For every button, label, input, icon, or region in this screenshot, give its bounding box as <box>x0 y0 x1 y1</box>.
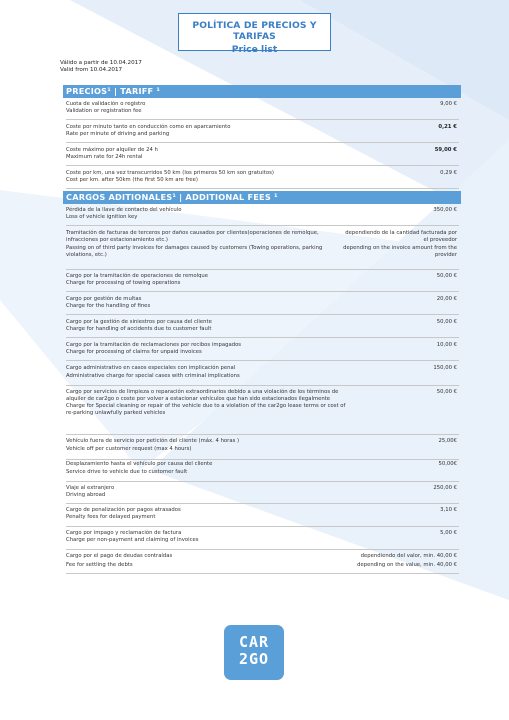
validity-note <box>60 60 142 74</box>
row-value: 50,00 € <box>436 319 457 325</box>
row-label-en: Charge for handling of accidents due to customer fault <box>66 326 212 332</box>
row-value: 59,00 € <box>434 147 457 153</box>
fees-section-header: CARGOS ADITIONALES¹ | ADDITIONAL FEES ¹ <box>63 191 461 204</box>
row-label-en: Administrative charge for special cases with criminal implications <box>66 373 240 379</box>
row-value: 3,10 € <box>440 507 457 513</box>
row-label-es: Vehículo fuera de servicio por petición del cliente (máx. 4 horas ) <box>66 438 240 444</box>
row-value: dependiendo del valor, min. 40,00 € <box>360 553 457 559</box>
row-label-es: Pérdida de la llave de contacto del vehículo <box>66 207 182 213</box>
table-row <box>66 484 459 504</box>
table-row <box>66 123 459 143</box>
row-label-en: Rate per minute of driving and parking <box>66 131 170 137</box>
table-row <box>66 506 459 527</box>
row-value: 50,00 € <box>436 273 457 279</box>
row-label-es: Cargo por el pago de deudas contraídas <box>66 553 173 559</box>
row-value: 350,00 € <box>433 207 457 213</box>
table-row <box>66 529 459 550</box>
valid-from-es: Válido a partir de 10.04.2017 <box>60 60 142 66</box>
logo-line-2: 2GO <box>238 650 270 668</box>
row-value: 50,00 € <box>436 389 457 395</box>
table-row <box>66 437 459 460</box>
table-row <box>66 460 459 482</box>
row-label-en: Cost per km. after 50km (the first 50 km are free) <box>66 177 198 183</box>
row-label-es: Cargo por gestión de multas <box>66 296 142 302</box>
table-row <box>66 100 459 120</box>
row-label-en: Penalty fees for delayed payment <box>66 514 156 520</box>
title-box <box>178 13 331 55</box>
table-row <box>66 552 459 574</box>
row-value: 9,00 € <box>440 101 457 107</box>
table-row <box>66 318 459 338</box>
valid-from-en: Valid from 10.04.2017 <box>60 67 123 73</box>
row-label-en: Charge for processing of towing operations <box>66 280 181 286</box>
row-label-en: Maximum rate for 24h rental <box>66 154 143 160</box>
row-value: 0,21 € <box>438 124 457 130</box>
row-value: 5,00 € <box>440 530 457 536</box>
row-label-es: Coste por minuto tanto en conducción como en aparcamiento <box>66 124 231 130</box>
table-row <box>66 229 459 270</box>
row-label-en: Fee for settling the debts <box>66 562 133 568</box>
row-value: 0,29 € <box>440 170 457 176</box>
row-value: 20,00 € <box>436 296 457 302</box>
row-value: 10,00 € <box>436 342 457 348</box>
row-label-en: Passing on of third party invoices for damages caused by customers (Towing operations, parking violations, etc.) <box>66 245 323 258</box>
row-label-es: Cargo administrativo en casos especiales con implicación penal <box>66 365 236 371</box>
row-value-en: depending on the value, min. 40,00 € <box>357 562 457 568</box>
row-label-es: Cargo por la tramitación de operaciones de remolque <box>66 273 209 279</box>
prices-section-header: PRECIOS¹ | TARIFF ¹ <box>63 85 461 98</box>
row-label-en: Loss of vehicle ignition key <box>66 214 138 220</box>
title-spanish: POLÍTICA DE PRECIOS Y TARIFAS <box>192 20 317 42</box>
row-label-en: Charge for Special cleaning or repair of the vehicle due to a violation of the car2go lease terms or cost of re-parking unlawfully parked vehicles <box>66 403 346 416</box>
row-label-en: Service drive to vehicle due to customer fault <box>66 469 188 475</box>
row-label-es: Cargo por servicios de limpieza o reparación extraordinarios debido a una violación de los términos de alquiler de car2go o coste por volver a estacionar vehículos que han sido estacionados ilegalmente <box>66 389 339 402</box>
row-label-es: Cargo por la gestión de siniestros por causa del cliente <box>66 319 212 325</box>
row-label-es: Tramitación de facturas de terceros por daños causados por clientes(operaciones de remolque, infracciones por estacionamiento etc.) <box>66 230 319 243</box>
row-label-es: Cargo por impago y reclamación de factura <box>66 530 182 536</box>
table-row <box>66 388 459 435</box>
table-row <box>66 295 459 315</box>
row-value: 25,00€ <box>438 438 457 444</box>
row-label-en: Charge per non-payment and claiming of invoices <box>66 537 199 543</box>
row-label-en: Charge for the handling of fines <box>66 303 151 309</box>
row-label-en: Vehicle off per customer request (max 4 hours) <box>66 446 192 452</box>
row-value: 50,00€ <box>438 461 457 467</box>
table-row <box>66 364 459 386</box>
row-value: dependiendo de la cantidad facturada por el proveedor <box>345 230 457 243</box>
table-row <box>66 169 459 189</box>
table-row <box>66 146 459 166</box>
row-label-es: Desplazamiento hasta el vehículo por causa del cliente <box>66 461 213 467</box>
row-label-es: Cargo de penalización por pagos atrasados <box>66 507 181 513</box>
row-value: 250,00 € <box>433 485 457 491</box>
row-label-en: Validation or registration fee <box>66 108 142 114</box>
row-label-es: Viaje al extranjero <box>66 485 115 491</box>
row-value: 150,00 € <box>433 365 457 371</box>
row-label-es: Cargo por la tramitación de reclamaciones por recibos impagados <box>66 342 242 348</box>
row-label-es: Coste por km, una vez transcurridos 50 km (los primeros 50 km son gratuitos) <box>66 170 274 176</box>
table-row <box>66 341 459 361</box>
row-label-en: Driving abroad <box>66 492 106 498</box>
row-label-es: Coste máximo por alquiler de 24 h <box>66 147 158 153</box>
logo-line-1: CAR <box>238 633 270 651</box>
table-row <box>66 206 459 226</box>
row-label-en: Charge for processing of claims for unpaid invoices <box>66 349 202 355</box>
car2go-logo <box>224 625 284 680</box>
title-english: Price list <box>231 44 278 55</box>
row-label-es: Cuota de validación o registro <box>66 101 146 107</box>
row-value-en: depending on the invoice amount from the provider <box>343 245 457 258</box>
table-row <box>66 272 459 292</box>
